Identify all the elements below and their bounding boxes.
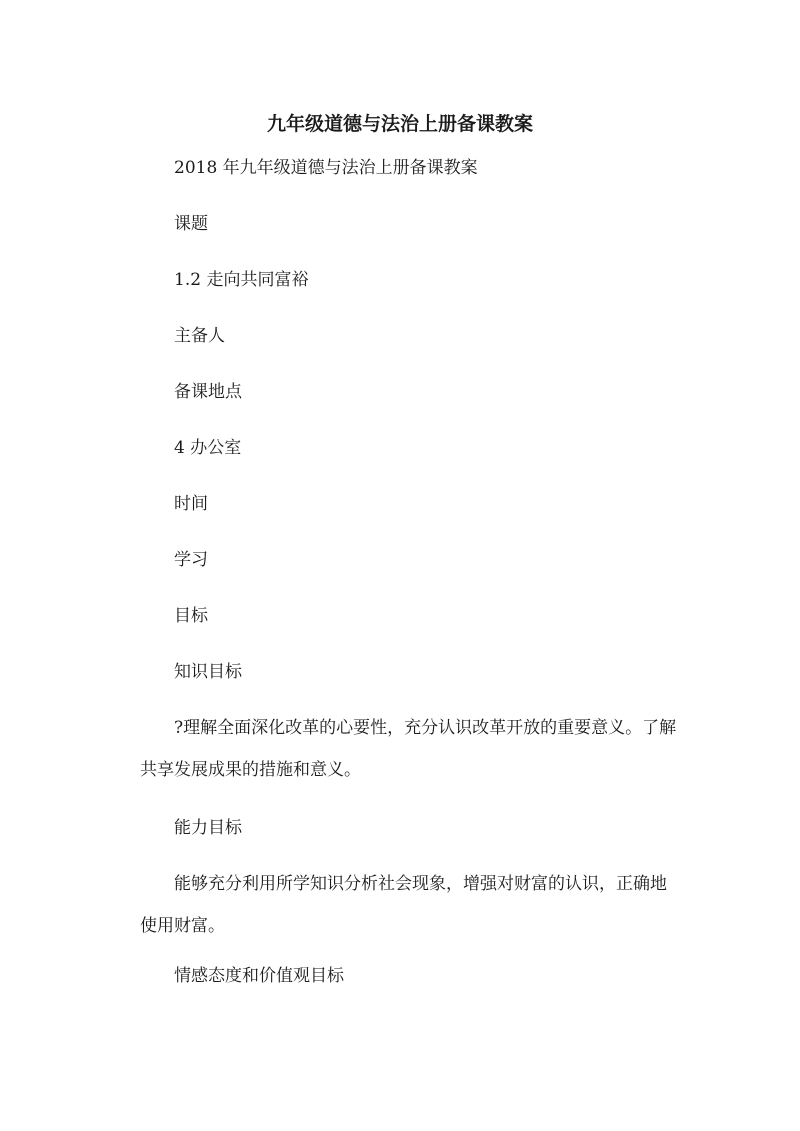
label-knowledge-goal: 知识目标 — [174, 662, 242, 682]
label-time: 时间 — [174, 494, 208, 514]
prep-location-value: 4 办公室 — [174, 438, 242, 458]
lesson-topic-value: 1.2 走向共同富裕 — [174, 270, 309, 290]
label-lesson-topic: 课题 — [174, 214, 208, 234]
label-prep-location: 备课地点 — [174, 382, 242, 402]
label-learning: 学习 — [174, 550, 208, 570]
label-lead-preparer: 主备人 — [174, 326, 225, 346]
ability-goal-text: 能够充分利用所学知识分析社会现象，增强对财富的认识，正确地使用财富。 — [140, 874, 667, 936]
knowledge-goal-text: ?理解全面深化改革的心要性，充分认识改革开放的重要意义。了解共享发展成果的措施和意义。 — [140, 718, 677, 780]
document-subtitle: 2018 年九年级道德与法治上册备课教案 — [174, 158, 478, 178]
label-ability-goal: 能力目标 — [174, 818, 242, 838]
label-goals: 目标 — [174, 606, 208, 626]
label-emotion-goal: 情感态度和价值观目标 — [174, 966, 344, 986]
document-title: 九年级道德与法治上册备课教案 — [266, 113, 533, 135]
